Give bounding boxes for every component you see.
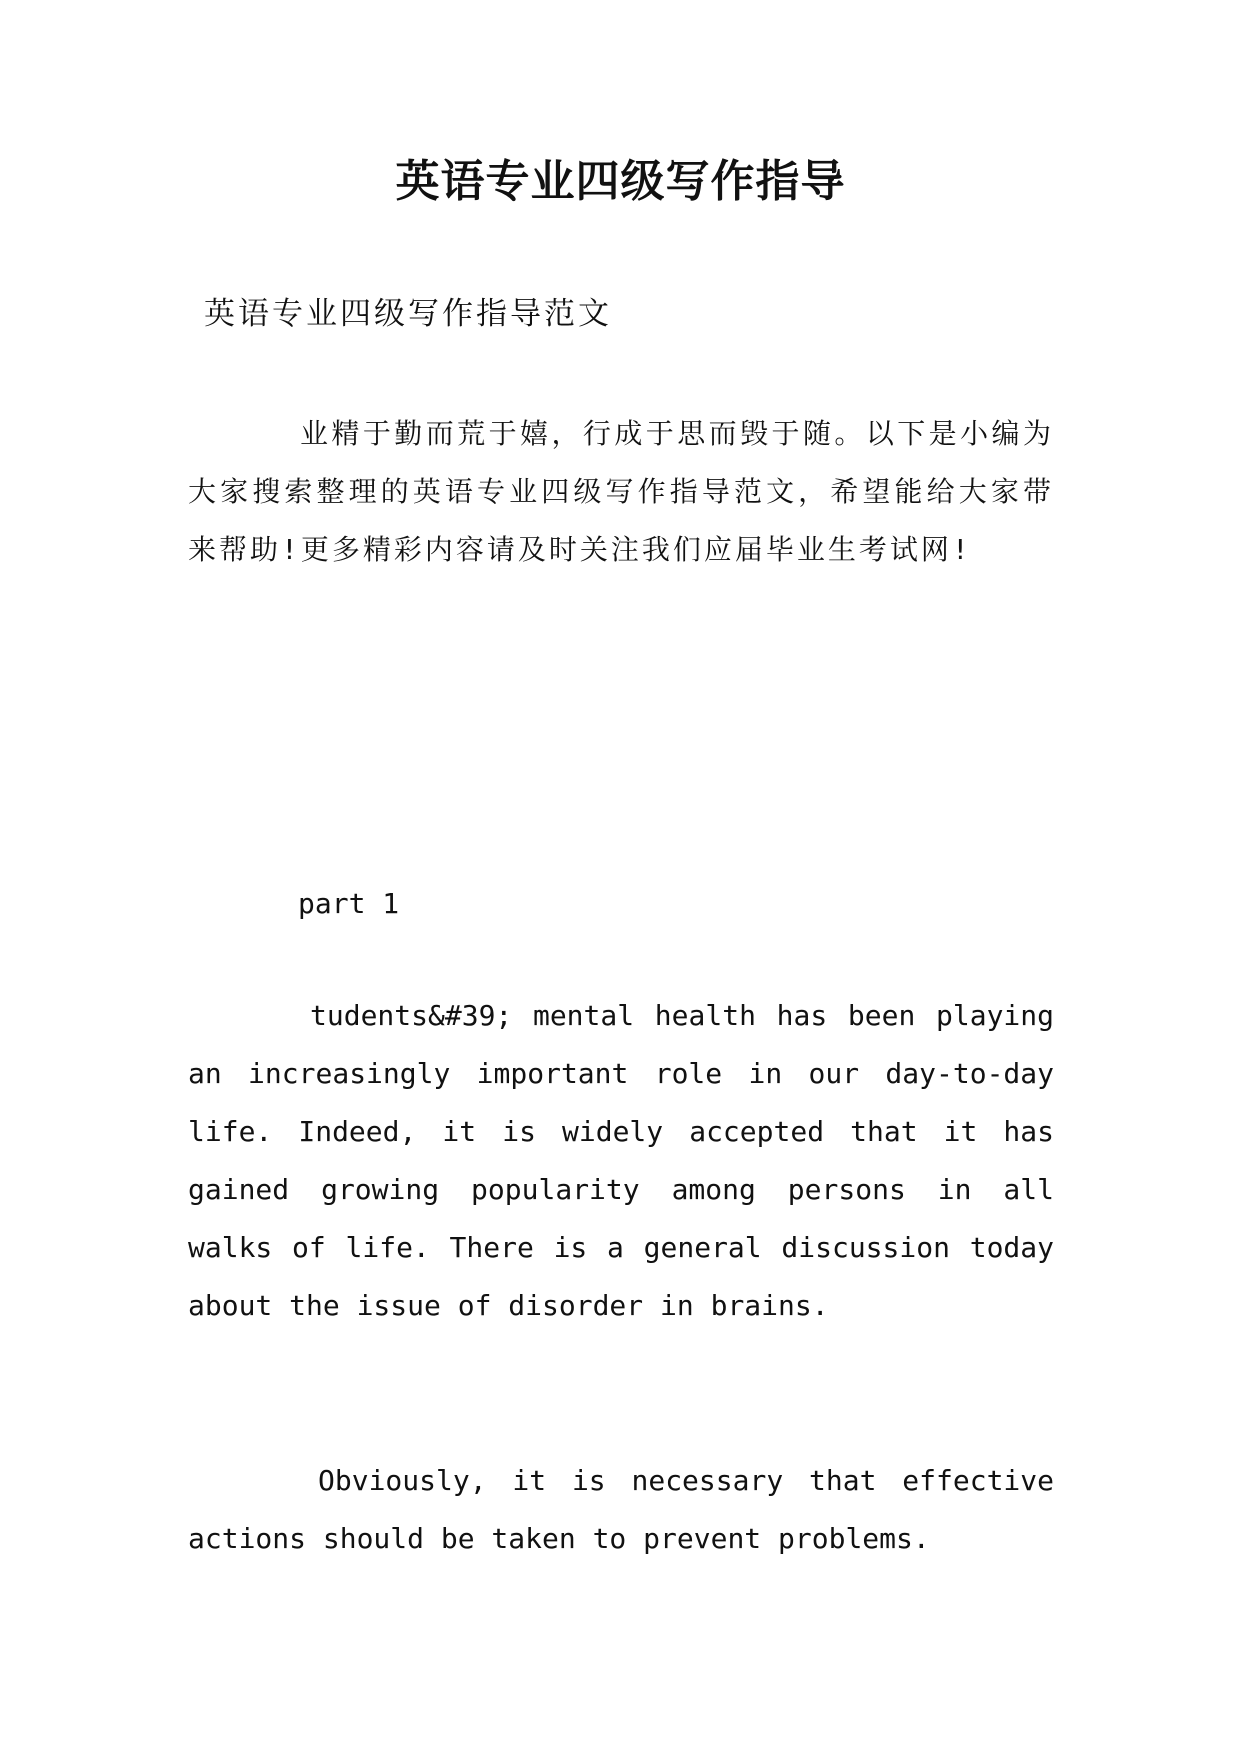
intro-paragraph: 业精于勤而荒于嬉，行成于思而毁于随。以下是小编为大家搜索整理的英语专业四级写作指导范文，希望能给大家带来帮助!更多精彩内容请及时关注我们应届毕业生考试网! — [188, 417, 1054, 566]
document-title: 英语专业四级写作指导 — [395, 156, 846, 207]
document-subtitle: 英语专业四级写作指导范文 — [204, 296, 612, 332]
body-paragraph-2: Obviously, it is necessary that effective actions should be taken to prevent problems. — [188, 1464, 1054, 1555]
body-paragraph-1: tudents&#39; mental health has been playing an increasingly important role in our day-to-day life. Indeed, it is widely accepted that it has gained growing popularity among persons in all walks of life. There is a general discussion today about the issue of disorder in brains. — [188, 999, 1054, 1322]
part-label: part 1 — [298, 887, 400, 920]
